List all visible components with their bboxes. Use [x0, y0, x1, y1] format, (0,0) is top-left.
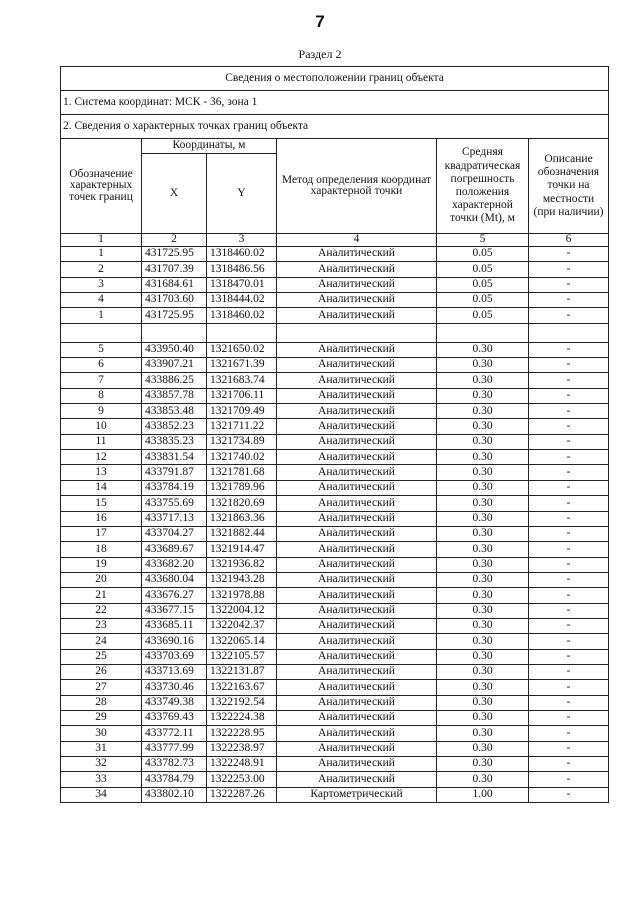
- section-label: Раздел 2: [298, 47, 342, 61]
- coord-y: 1321863.36: [207, 511, 277, 526]
- table-row: [61, 787, 609, 802]
- col-number: 4: [277, 234, 437, 247]
- table-row: [61, 511, 609, 526]
- coord-y: 1321914.47: [207, 542, 277, 557]
- description: -: [529, 757, 609, 772]
- coord-y: 1321650.02: [207, 342, 277, 357]
- coord-system: 1. Система координат: МСК - 36, зона 1: [61, 91, 609, 115]
- point-id: 23: [61, 618, 142, 633]
- error: 0.30: [437, 388, 529, 403]
- boundary-table: [60, 66, 609, 803]
- error: 0.30: [437, 618, 529, 633]
- method: Аналитический: [277, 618, 437, 633]
- point-id: 7: [61, 373, 142, 388]
- description: -: [529, 434, 609, 449]
- coord-y: 1322248.91: [207, 757, 277, 772]
- coord-x: 431703.60: [142, 293, 207, 308]
- table-row: [61, 634, 609, 649]
- description: -: [529, 588, 609, 603]
- method: Аналитический: [277, 342, 437, 357]
- error: 1.00: [437, 787, 529, 802]
- coord-x: 433685.11: [142, 618, 207, 633]
- error: 0.30: [437, 526, 529, 541]
- description: -: [529, 664, 609, 679]
- col-number: 1: [61, 234, 142, 247]
- coord-y: 1321709.49: [207, 404, 277, 419]
- description: -: [529, 262, 609, 277]
- method: Аналитический: [277, 450, 437, 465]
- col-header-coords: Координаты, м: [142, 139, 277, 154]
- error: 0.30: [437, 496, 529, 511]
- blank-separator-row: [61, 323, 609, 342]
- description: -: [529, 293, 609, 308]
- coord-y: 1321882.44: [207, 526, 277, 541]
- table-row: [61, 308, 609, 323]
- point-id: 30: [61, 726, 142, 741]
- description: -: [529, 342, 609, 357]
- coord-x: 433677.15: [142, 603, 207, 618]
- coord-y: 1321740.02: [207, 450, 277, 465]
- coord-y: 1321936.82: [207, 557, 277, 572]
- point-id: 10: [61, 419, 142, 434]
- col-header-method: Метод определения координат характерной точки: [277, 139, 437, 234]
- point-id: 9: [61, 404, 142, 419]
- method: Аналитический: [277, 373, 437, 388]
- table-row: [61, 695, 609, 710]
- table-row: [61, 526, 609, 541]
- coord-x: 433717.13: [142, 511, 207, 526]
- description: -: [529, 526, 609, 541]
- error: 0.30: [437, 480, 529, 495]
- point-id: 25: [61, 649, 142, 664]
- description: -: [529, 787, 609, 802]
- point-id: 26: [61, 664, 142, 679]
- point-id: 2: [61, 262, 142, 277]
- description: -: [529, 695, 609, 710]
- coord-y: 1318460.02: [207, 308, 277, 323]
- description: -: [529, 247, 609, 262]
- method: Аналитический: [277, 404, 437, 419]
- method: Аналитический: [277, 293, 437, 308]
- coord-y: 1318470.01: [207, 277, 277, 292]
- coord-y: 1322163.67: [207, 680, 277, 695]
- table-row: [61, 757, 609, 772]
- coord-y: 1321943.28: [207, 572, 277, 587]
- coord-y: 1321711.22: [207, 419, 277, 434]
- table-row: [61, 572, 609, 587]
- group2-rows: [61, 342, 609, 802]
- table-row: [61, 680, 609, 695]
- coord-x: 433852.23: [142, 419, 207, 434]
- error: 0.30: [437, 726, 529, 741]
- table-row: [61, 664, 609, 679]
- description: -: [529, 726, 609, 741]
- description: -: [529, 511, 609, 526]
- point-id: 11: [61, 434, 142, 449]
- table-row: [61, 741, 609, 756]
- coord-y: 1321671.39: [207, 358, 277, 373]
- error: 0.30: [437, 741, 529, 756]
- coord-x: 433755.69: [142, 496, 207, 511]
- coord-x: 433950.40: [142, 342, 207, 357]
- coord-x: 433682.20: [142, 557, 207, 572]
- page-number: 7: [315, 12, 325, 31]
- error: 0.30: [437, 634, 529, 649]
- description: -: [529, 450, 609, 465]
- point-id: 31: [61, 741, 142, 756]
- table-row: [61, 342, 609, 357]
- error: 0.30: [437, 465, 529, 480]
- method: Аналитический: [277, 496, 437, 511]
- point-id: 1: [61, 247, 142, 262]
- description: -: [529, 465, 609, 480]
- coord-x: 433730.46: [142, 680, 207, 695]
- coord-x: 433690.16: [142, 634, 207, 649]
- method: Аналитический: [277, 358, 437, 373]
- coord-x: 433791.87: [142, 465, 207, 480]
- coord-x: 431684.61: [142, 277, 207, 292]
- error: 0.30: [437, 434, 529, 449]
- method: Аналитический: [277, 726, 437, 741]
- col-number: 5: [437, 234, 529, 247]
- description: -: [529, 308, 609, 323]
- coord-y: 1321978.88: [207, 588, 277, 603]
- error: 0.30: [437, 373, 529, 388]
- table-row: [61, 588, 609, 603]
- table-row: [61, 465, 609, 480]
- point-id: 4: [61, 293, 142, 308]
- coord-x: 433857.78: [142, 388, 207, 403]
- coord-x: 433784.79: [142, 772, 207, 787]
- table-row: [61, 496, 609, 511]
- col-header-y: Y: [207, 154, 277, 234]
- description: -: [529, 772, 609, 787]
- point-id: 32: [61, 757, 142, 772]
- description: -: [529, 388, 609, 403]
- point-id: 19: [61, 557, 142, 572]
- method: Аналитический: [277, 419, 437, 434]
- method: Аналитический: [277, 649, 437, 664]
- method: Аналитический: [277, 557, 437, 572]
- method: Аналитический: [277, 695, 437, 710]
- error: 0.30: [437, 342, 529, 357]
- error: 0.30: [437, 557, 529, 572]
- table-row: [61, 388, 609, 403]
- method: Аналитический: [277, 434, 437, 449]
- coord-y: 1318460.02: [207, 247, 277, 262]
- table-row: [61, 373, 609, 388]
- col-header-x: X: [142, 154, 207, 234]
- table-row: [61, 450, 609, 465]
- table-title: Сведения о местоположении границ объекта: [61, 67, 609, 91]
- table-row: [61, 434, 609, 449]
- coord-y: 1321781.68: [207, 465, 277, 480]
- coord-x: 431707.39: [142, 262, 207, 277]
- coord-y: 1322065.14: [207, 634, 277, 649]
- method: Аналитический: [277, 388, 437, 403]
- method: Аналитический: [277, 757, 437, 772]
- method: Аналитический: [277, 511, 437, 526]
- method: Аналитический: [277, 710, 437, 725]
- error: 0.30: [437, 710, 529, 725]
- coord-y: 1321734.89: [207, 434, 277, 449]
- description: -: [529, 572, 609, 587]
- method: Аналитический: [277, 247, 437, 262]
- table-row: [61, 603, 609, 618]
- coord-y: 1322192.54: [207, 695, 277, 710]
- table-row: [61, 649, 609, 664]
- table-row: [61, 262, 609, 277]
- coord-y: 1322238.97: [207, 741, 277, 756]
- table-row: [61, 557, 609, 572]
- method: Аналитический: [277, 741, 437, 756]
- table-row: [61, 277, 609, 292]
- method: Аналитический: [277, 634, 437, 649]
- coord-x: 433782.73: [142, 757, 207, 772]
- method: Аналитический: [277, 308, 437, 323]
- table-row: [61, 772, 609, 787]
- method: Аналитический: [277, 277, 437, 292]
- error: 0.30: [437, 358, 529, 373]
- error: 0.30: [437, 572, 529, 587]
- coord-x: 433853.48: [142, 404, 207, 419]
- coord-y: 1321820.69: [207, 496, 277, 511]
- coord-x: 433802.10: [142, 787, 207, 802]
- coord-y: 1321706.11: [207, 388, 277, 403]
- coord-y: 1318486.56: [207, 262, 277, 277]
- coord-x: 433831.54: [142, 450, 207, 465]
- point-id: 21: [61, 588, 142, 603]
- description: -: [529, 373, 609, 388]
- coord-x: 433886.25: [142, 373, 207, 388]
- point-id: 22: [61, 603, 142, 618]
- column-numbers-row: [61, 234, 609, 247]
- description: -: [529, 358, 609, 373]
- point-id: 6: [61, 358, 142, 373]
- error: 0.30: [437, 757, 529, 772]
- description: -: [529, 618, 609, 633]
- description: -: [529, 680, 609, 695]
- col-number: 2: [142, 234, 207, 247]
- coord-y: 1322253.00: [207, 772, 277, 787]
- point-id: 20: [61, 572, 142, 587]
- error: 0.30: [437, 542, 529, 557]
- error: 0.30: [437, 511, 529, 526]
- coord-x: 433713.69: [142, 664, 207, 679]
- coord-x: 433680.04: [142, 572, 207, 587]
- point-id: 12: [61, 450, 142, 465]
- description: -: [529, 741, 609, 756]
- error: 0.05: [437, 308, 529, 323]
- col-number: 3: [207, 234, 277, 247]
- point-id: 5: [61, 342, 142, 357]
- point-id: 28: [61, 695, 142, 710]
- coord-x: 433835.23: [142, 434, 207, 449]
- method: Аналитический: [277, 572, 437, 587]
- coord-x: 433907.21: [142, 358, 207, 373]
- method: Картометрический: [277, 787, 437, 802]
- table-row: [61, 480, 609, 495]
- description: -: [529, 649, 609, 664]
- coord-x: 433704.27: [142, 526, 207, 541]
- table-row: [61, 618, 609, 633]
- description: -: [529, 557, 609, 572]
- method: Аналитический: [277, 772, 437, 787]
- coord-y: 1322004.12: [207, 603, 277, 618]
- table-row: [61, 726, 609, 741]
- coord-x: 433784.19: [142, 480, 207, 495]
- table-row: [61, 710, 609, 725]
- error: 0.30: [437, 419, 529, 434]
- description: -: [529, 419, 609, 434]
- error: 0.30: [437, 450, 529, 465]
- point-id: 15: [61, 496, 142, 511]
- error: 0.30: [437, 603, 529, 618]
- table-row: [61, 542, 609, 557]
- group1-rows: [61, 247, 609, 324]
- point-id: 1: [61, 308, 142, 323]
- table-row: [61, 419, 609, 434]
- description: -: [529, 277, 609, 292]
- method: Аналитический: [277, 588, 437, 603]
- description: -: [529, 542, 609, 557]
- coord-x: 433703.69: [142, 649, 207, 664]
- coord-y: 1322042.37: [207, 618, 277, 633]
- point-id: 34: [61, 787, 142, 802]
- error: 0.05: [437, 277, 529, 292]
- point-id: 8: [61, 388, 142, 403]
- description: -: [529, 603, 609, 618]
- description: -: [529, 496, 609, 511]
- table-row: [61, 404, 609, 419]
- table-row: [61, 358, 609, 373]
- method: Аналитический: [277, 664, 437, 679]
- coord-y: 1322287.26: [207, 787, 277, 802]
- coord-x: 433749.38: [142, 695, 207, 710]
- coord-y: 1321789.96: [207, 480, 277, 495]
- points-header: 2. Сведения о характерных точках границ объекта: [61, 115, 609, 139]
- error: 0.30: [437, 695, 529, 710]
- error: 0.30: [437, 772, 529, 787]
- method: Аналитический: [277, 680, 437, 695]
- point-id: 17: [61, 526, 142, 541]
- point-id: 33: [61, 772, 142, 787]
- coord-x: 431725.95: [142, 308, 207, 323]
- coord-y: 1318444.02: [207, 293, 277, 308]
- table-row: [61, 293, 609, 308]
- col-header-error: Средняя квадратическая погрешность положения характерной точки (Mt), м: [437, 139, 529, 234]
- error: 0.30: [437, 664, 529, 679]
- coord-y: 1321683.74: [207, 373, 277, 388]
- point-id: 13: [61, 465, 142, 480]
- point-id: 29: [61, 710, 142, 725]
- coord-x: 433769.43: [142, 710, 207, 725]
- coord-x: 433772.11: [142, 726, 207, 741]
- description: -: [529, 480, 609, 495]
- error: 0.05: [437, 247, 529, 262]
- point-id: 3: [61, 277, 142, 292]
- coord-x: 433777.99: [142, 741, 207, 756]
- coord-y: 1322105.57: [207, 649, 277, 664]
- error: 0.30: [437, 404, 529, 419]
- coord-y: 1322131.87: [207, 664, 277, 679]
- coord-x: 433689.67: [142, 542, 207, 557]
- col-header-description: Описание обозначения точки на местности (при наличии): [529, 139, 609, 234]
- method: Аналитический: [277, 526, 437, 541]
- error: 0.30: [437, 680, 529, 695]
- coord-x: 431725.95: [142, 247, 207, 262]
- point-id: 18: [61, 542, 142, 557]
- error: 0.05: [437, 262, 529, 277]
- point-id: 24: [61, 634, 142, 649]
- description: -: [529, 710, 609, 725]
- coord-x: 433676.27: [142, 588, 207, 603]
- col-number: 6: [529, 234, 609, 247]
- point-id: 27: [61, 680, 142, 695]
- col-header-point: Обозначение характерных точек границ: [61, 139, 142, 234]
- method: Аналитический: [277, 465, 437, 480]
- error: 0.05: [437, 293, 529, 308]
- table-row: [61, 247, 609, 262]
- method: Аналитический: [277, 262, 437, 277]
- description: -: [529, 404, 609, 419]
- coord-y: 1322228.95: [207, 726, 277, 741]
- description: -: [529, 634, 609, 649]
- coord-y: 1322224.38: [207, 710, 277, 725]
- method: Аналитический: [277, 542, 437, 557]
- method: Аналитический: [277, 480, 437, 495]
- method: Аналитический: [277, 603, 437, 618]
- error: 0.30: [437, 588, 529, 603]
- point-id: 16: [61, 511, 142, 526]
- point-id: 14: [61, 480, 142, 495]
- error: 0.30: [437, 649, 529, 664]
